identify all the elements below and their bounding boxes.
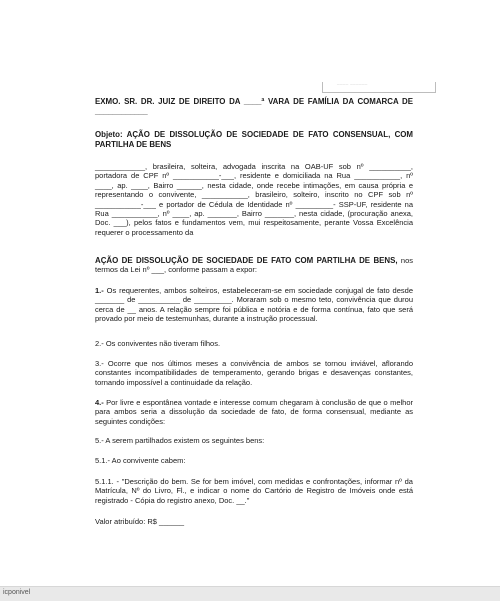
item-1-text: Os requerentes, ambos solteiros, estabeleceram-se em sociedade conjugal de fato desde _______ de __________ de _________. Moraram sob o mesmo teto, convivência que durou cerca de __ anos. A relação sempre foi pública e notória e de forma contínua, fato que será provado por meio de testemunhas, durante a instrução processual. — [95, 286, 413, 324]
action-rest: nos termos da Lei nº ___, conforme passam a expor: — [95, 256, 413, 275]
item-5-1-1-text: "Descrição do bem. Se for bem imóvel, com medidas e confrontações, informar nº da Matrícula, Nº do Livro, Fl., e indicar o nome do Cartório de Registro de Imóveis onde está registrado - Cópia do registro anexo, Doc. __." — [95, 477, 413, 505]
item-4-number: 4.- — [95, 398, 104, 407]
court-heading: EXMO. SR. DR. JUIZ DE DIREITO DA ____ª VARA DE FAMÍLIA DA COMARCA DE ____________ — [95, 97, 413, 116]
bottom-bar — [0, 586, 500, 601]
item-5-1-number: 5.1.- — [95, 456, 111, 465]
item-5-1-1 — [95, 477, 413, 505]
item-5-number: 5.- — [95, 436, 104, 445]
item-1-number: 1.- — [95, 286, 104, 295]
item-4 — [95, 398, 413, 426]
action-paragraph — [95, 256, 413, 275]
action-title: AÇÃO DE DISSOLUÇÃO DE SOCIEDADE DE FATO COM PARTILHA DE BENS, — [95, 256, 398, 265]
item-5 — [95, 436, 413, 445]
objective-heading: Objeto: AÇÃO DE DISSOLUÇÃO DE SOCIEDADE DE FATO CONSENSUAL, COM PARTILHA DE BENS — [95, 130, 413, 149]
item-2 — [95, 339, 413, 348]
valor-atribuido: Valor atribuído: R$ ______ — [95, 517, 185, 526]
bottom-bar-label: icponivel — [3, 589, 31, 596]
item-2-number: 2.- — [95, 339, 104, 348]
item-5-text: A serem partilhados existem os seguintes bens: — [103, 436, 265, 445]
item-3-text: Ocorre que nos últimos meses a convivência de ambos se tornou inviável, aflorando constantes incompatibilidades de temperamento, gerando brigas e desavenças constantes, tornando impossível a continuidade da relação. — [95, 359, 413, 387]
item-3 — [95, 359, 413, 387]
item-4-text: Por livre e espontânea vontade e interesse comum chegaram à conclusão de que o melhor para ambos seria a dissolução da sociedade de fato, de forma consensual, mediante as seguintes condições: — [95, 398, 413, 426]
intro-paragraph: ____________, brasileira, solteira, advogada inscrita na OAB-UF sob nº __________, portadora de CPF nº ___________-___, residente e domiciliada na Rua ___________, nº ____, ap. ____, Bairro ______, nesta cidade, onde recebe intimações, em causa própria e representando o convivente, ___________, brasileiro, solteiro, inscrito no CPF sob nº ___________-___ e portador de Cédula de Identidade nº _________- SSP-UF, residente na Rua ___________, nº ____, ap. _______, Bairro _______, nesta cidade, (procuração anexa, Doc. ___), pelos fatos e fundamentos vem, mui respeitosamente, perante Vossa Excelência requerer o processamento da — [95, 162, 413, 237]
item-5-1-1-number: 5.1.1. - — [95, 477, 119, 486]
header-stamp-box — [322, 82, 436, 93]
item-5-1 — [95, 456, 413, 465]
header-stamp-label: ____ ______ — [337, 80, 368, 85]
item-5-1-text: Ao convivente cabem: — [110, 456, 186, 465]
item-1 — [95, 286, 413, 324]
item-3-number: 3.- — [95, 359, 104, 368]
item-2-text: Os conviventes não tiveram filhos. — [103, 339, 221, 348]
